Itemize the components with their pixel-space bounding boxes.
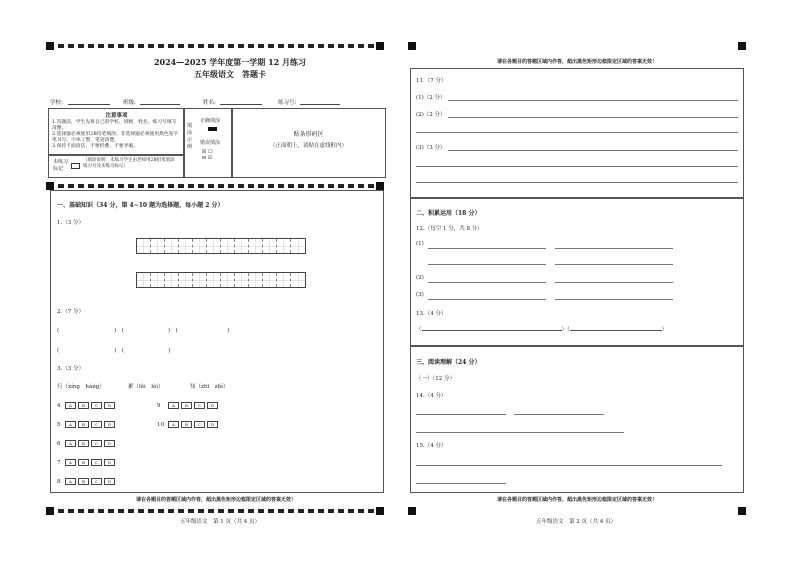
warning-note-top: 请在各题目的答题区域内作答，超出黑色矩形边框限定区域的答案无效！ — [496, 59, 657, 65]
mc-row[interactable] — [57, 402, 117, 409]
option-c[interactable]: C — [194, 421, 205, 428]
card-title: 五年级语文 答题卡 — [194, 69, 266, 79]
mid-marker-bar-left — [48, 184, 386, 188]
fill-example-box — [183, 108, 233, 178]
answer-line[interactable] — [416, 182, 738, 183]
mc-number: 6 — [57, 441, 61, 447]
q12-label: 12.（每空 1 分，共 8 分） — [416, 226, 483, 232]
exam-no-field[interactable] — [300, 104, 340, 105]
answer-line[interactable] — [448, 150, 738, 151]
q2-blanks-row2[interactable]: ( ) ( ) — [57, 348, 171, 354]
option-a[interactable]: A — [65, 478, 76, 485]
corner-marker — [46, 507, 54, 515]
page-footer-right: 五年级语文 第 2 页（共 4 页） — [536, 519, 616, 525]
answer-line[interactable] — [416, 432, 624, 433]
notice-box — [48, 108, 185, 156]
mc-row[interactable] — [57, 478, 117, 485]
option-d[interactable]: D — [104, 421, 115, 428]
answer-line[interactable] — [416, 465, 722, 466]
q14-label: 14.（4 分） — [416, 393, 447, 399]
corner-marker — [738, 507, 746, 515]
notice-item: 3.保持卡面清洁，不要折叠、不要弄破。 — [52, 144, 139, 149]
wrong-fill-marks: ☒ ☐ ⊟ ☑ — [202, 149, 213, 161]
answer-line[interactable] — [448, 100, 738, 101]
option-d[interactable]: D — [104, 478, 115, 485]
corner-marker — [46, 182, 54, 190]
option-c[interactable]: C — [91, 421, 102, 428]
name-label: 姓名: — [203, 100, 216, 106]
bottom-marker-bar-left — [48, 509, 386, 513]
q2-blanks-row1[interactable]: ( ) ( ) ( ) — [57, 328, 230, 334]
q3-label: 3.（3 分） — [57, 366, 84, 372]
answer-line[interactable] — [428, 264, 546, 265]
answer-line[interactable] — [555, 299, 673, 300]
section2-title: 二、积累运用（18 分） — [416, 210, 481, 217]
class-field[interactable] — [140, 104, 180, 105]
q12-part: (3) — [416, 292, 424, 298]
option-c[interactable]: C — [194, 402, 205, 409]
option-d[interactable]: D — [104, 459, 115, 466]
wrong-fill-label: 错误填涂 — [200, 140, 221, 146]
mc-row[interactable] — [57, 459, 117, 466]
top-marker-bar-left — [48, 44, 386, 48]
absent-checkbox[interactable] — [71, 163, 80, 169]
mc-number: 9 — [157, 403, 161, 409]
answer-line[interactable] — [448, 117, 738, 118]
option-c[interactable]: C — [91, 440, 102, 447]
answer-area-section3 — [410, 346, 744, 493]
option-a[interactable]: A — [168, 402, 179, 409]
option-d[interactable]: D — [104, 440, 115, 447]
mc-number: 10 — [157, 422, 164, 428]
correct-fill-mark — [208, 127, 217, 131]
answer-line[interactable] — [416, 132, 738, 133]
mc-row[interactable] — [57, 421, 117, 428]
answer-area-section2 — [410, 198, 744, 346]
answer-line[interactable] — [416, 166, 738, 167]
option-a[interactable]: A — [65, 459, 76, 466]
answer-line[interactable] — [416, 414, 506, 415]
option-b[interactable]: B — [181, 402, 192, 409]
option-b[interactable]: B — [181, 421, 192, 428]
absent-box — [48, 154, 185, 178]
pinyin-option[interactable]: 知（zhī zhì） — [190, 384, 229, 390]
answer-area-q11 — [410, 68, 744, 198]
option-b[interactable]: B — [78, 421, 89, 428]
notice-title: 注意事项 — [105, 113, 128, 119]
school-field[interactable] — [68, 104, 110, 105]
correct-fill-label: 正确填涂 — [200, 118, 221, 124]
answer-line[interactable] — [428, 282, 546, 283]
mc-number: 7 — [57, 460, 61, 466]
q11-part: (2)（2 分） — [416, 112, 446, 118]
q13-blanks[interactable]: （ ）（ ） — [416, 327, 668, 333]
answer-line[interactable] — [555, 264, 673, 265]
absent-label: 未练习标记 — [53, 159, 69, 172]
mc-number: 8 — [57, 479, 61, 485]
answer-line[interactable] — [555, 282, 673, 283]
answer-line[interactable] — [428, 299, 546, 300]
pinyin-option[interactable]: 行（xíng háng） — [57, 384, 105, 390]
exam-no-label: 练习号: — [278, 100, 297, 106]
corner-marker — [408, 507, 416, 515]
answer-line[interactable] — [555, 248, 673, 249]
answer-line[interactable] — [416, 483, 506, 484]
writing-grid-row[interactable] — [136, 272, 306, 288]
pinyin-option[interactable]: 累（lěi lèi） — [128, 384, 164, 390]
corner-marker — [376, 182, 384, 190]
option-a[interactable]: A — [65, 402, 76, 409]
option-a[interactable]: A — [168, 421, 179, 428]
notice-item: 2.选择题必须使用2B铅笔填涂；非选择题必须使用黑色签字笔书写，字体工整、笔迹清楚。 — [52, 132, 179, 143]
class-label: 班级: — [123, 100, 136, 106]
q15-label: 15.（4 分） — [416, 443, 447, 449]
section3-title: 三、阅读理解（24 分） — [416, 359, 481, 366]
writing-grid-row[interactable] — [136, 238, 306, 254]
q2-label: 2.（7 分） — [57, 309, 84, 315]
q11-label: 11.（7 分） — [416, 78, 447, 84]
section1-title: 一、基础知识（34 分，第 4~10 题为选择题，每小题 2 分） — [57, 202, 224, 209]
option-a[interactable]: A — [65, 440, 76, 447]
barcode-note: （正面朝上，请贴在虚线框内） — [269, 143, 347, 149]
mc-number: 5 — [57, 422, 61, 428]
corner-marker — [46, 42, 54, 50]
corner-marker — [738, 42, 746, 50]
option-c[interactable]: C — [91, 459, 102, 466]
exam-title: 2024—2025 学年度第一学期 12 月练习 — [153, 57, 307, 67]
option-d[interactable]: D — [207, 421, 218, 428]
q11-part: (3)（3 分） — [416, 145, 446, 151]
q1-label: 1.（3 分） — [57, 220, 84, 226]
option-a[interactable]: A — [65, 421, 76, 428]
mc-number: 4 — [57, 403, 61, 409]
option-c[interactable]: C — [91, 478, 102, 485]
option-d[interactable]: D — [207, 402, 218, 409]
corner-marker — [376, 42, 384, 50]
mc-row[interactable] — [57, 440, 117, 447]
q11-part: (1)（2 分） — [416, 95, 446, 101]
option-b[interactable]: B — [78, 402, 89, 409]
absent-note: （填涂说明：未练习学生由老师用2B铅笔填涂练习号及未练习标记） — [83, 158, 175, 169]
option-b[interactable]: B — [78, 478, 89, 485]
option-c[interactable]: C — [91, 402, 102, 409]
option-b[interactable]: B — [78, 440, 89, 447]
answer-line[interactable] — [428, 248, 546, 249]
warning-note-left: 请在各题目的答题区域内作答，超出黑色矩形边框限定区域的答案无效！ — [135, 497, 296, 503]
answer-area-left — [50, 190, 384, 493]
page-footer-left: 五年级语文 第 1 页（共 4 页） — [180, 519, 260, 525]
corner-marker — [376, 507, 384, 515]
q12-part: (1) — [416, 241, 424, 247]
mc-row[interactable] — [157, 421, 220, 428]
fill-example-label: 填涂示例 — [187, 123, 193, 150]
mc-row[interactable] — [157, 402, 220, 409]
barcode-area — [231, 108, 386, 178]
sub-section-label: （一）（12 分） — [416, 376, 455, 382]
name-field[interactable] — [220, 104, 262, 105]
school-label: 学校: — [50, 100, 63, 106]
option-d[interactable]: D — [104, 402, 115, 409]
answer-line[interactable] — [514, 414, 604, 415]
option-b[interactable]: B — [78, 459, 89, 466]
notice-item: 1.答题前，学生先将自己的学校、班级、姓名、练习号填写清楚。 — [52, 120, 177, 131]
q13-label: 13.（4 分） — [416, 311, 447, 317]
barcode-title: 贴条形码区 — [293, 131, 324, 138]
warning-note-bottom: 请在各题目的答题区域内作答，超出黑色矩形边框限定区域的答案无效！ — [496, 497, 657, 503]
q12-part: (2) — [416, 275, 424, 281]
corner-marker — [408, 42, 416, 50]
